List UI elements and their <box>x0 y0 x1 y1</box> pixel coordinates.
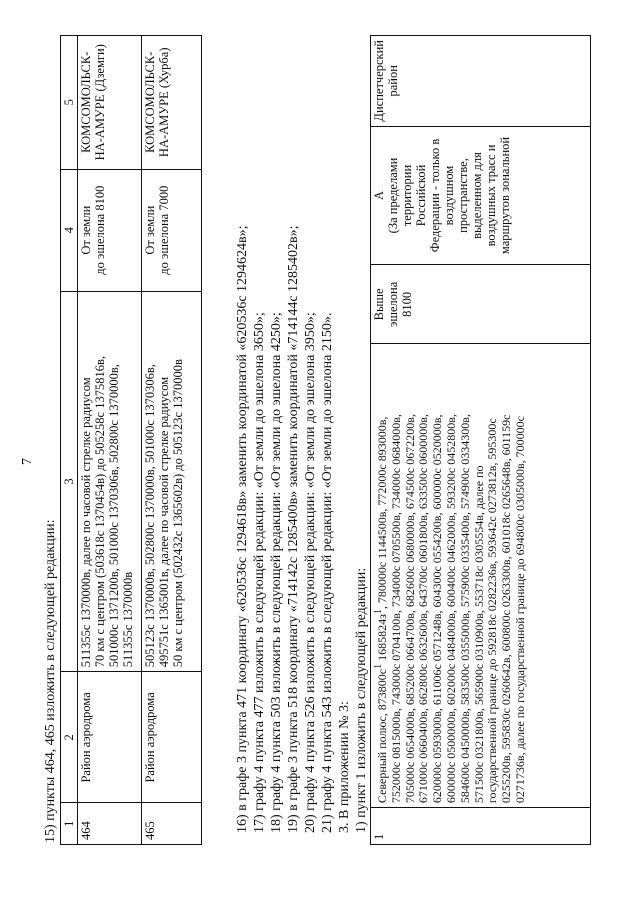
item-19: 19) в графе 3 пункта 518 координату «714142с 1285400в» заменить координатой «714144с 1285402в»; <box>286 225 301 833</box>
zone-type: Район аэродрома <box>78 672 142 803</box>
region-boundary: Северный полюс, $873800с^1$ $1685824з^1$, 780000с 1144500в, 772000с 893000в, 752000с 0815000в, 743000с 0704100в, 734000с 0705500в, 734000с 0684000в, 705000с 0654000в, 685200с 0664700в, 682600с 0680000в, 674500с 0672200в, 671000с 0660400в, 662800с 0632600в, 643700с 0601800в, 633500с 0600000в, 620000с 0593000в, 611006с 0571248в, 604300с 0554200в, 600000с 0520000в, 600000с 0500000в, 602000с 0484000в, 600400с 0462000в, 593200с 0452800в, 584600с 0450000в, 583500с 0355000в, 575900с 0335400в, 574900с 0334300в, 571500с 0321800в, 565900с 0310900в, 553718с 0305554в, далее по государственной границе до 592818с 0282236в, 593642с 0273812в, 595300с 0255200в, 595830с 0260642в, 600800с 0263300в, 601018с 0265648в, 601159с 0271736в, далее по государственной границе до 694800с 0305000в, 700000с <box>371 344 591 808</box>
row-number: 464 <box>78 803 142 845</box>
altitude: От земли до эшелона 8100 <box>78 169 142 291</box>
page-number: 7 <box>20 458 35 465</box>
airport-name: КОМСОМОЛЬСК- НА-АМУРЕ (Дземги) <box>78 36 142 170</box>
item-15: 15) пункты 464, 465 изложить в следующей редакции: <box>43 519 58 843</box>
row-number: 1 <box>371 808 591 845</box>
header-cell: 3 <box>61 291 78 671</box>
header-cell: 2 <box>61 672 78 803</box>
item-20: 20) графу 4 пункта 526 изложить в следующей редакции: «От земли до эшелона 3950»; <box>303 312 318 833</box>
table-dispatch-region <box>370 35 591 845</box>
header-cell: 4 <box>61 169 78 291</box>
table-header-row <box>61 36 78 845</box>
altitude: Выше эшелона 8100 <box>371 265 591 344</box>
table-airdromes <box>60 35 202 845</box>
coordinates: 505123с 1370000в, 502800с 1370000в, 501000с 1370306в, 495751с 1365001в, далее по часовой стрелке радиусом 50 км с центром (502432с 1365602в) до 505123с 1370000в <box>142 291 202 671</box>
item-21: 21) графу 4 пункта 543 изложить в следующей редакции: «От земли до эшелона 2150». <box>320 312 335 833</box>
table-row <box>78 36 142 845</box>
table-row <box>142 36 202 845</box>
item-16: 16) в графе 3 пункта 471 координату «620536с 1294618в» заменить координатой «620536с 1294624в»; <box>235 225 250 833</box>
coordinates: 511355с 1370000в, далее по часовой стрелке радиусом 70 км с центром (503618с 1370454в) до 505258с 1375816в, 501000с 1371200в, 501000с 1370306в, 502800с 1370000в, 511355с 1370000в <box>78 291 142 671</box>
item-3: 3. В приложении № 3: <box>337 701 352 833</box>
airport-name: КОМСОМОЛЬСК- НА-АМУРЕ (Хурба) <box>142 36 202 170</box>
region-type: Диспетчерский район <box>371 36 591 127</box>
header-cell: 1 <box>61 803 78 845</box>
item-17: 17) графу 4 пункта 477 изложить в следующей редакции: «От земли до эшелона 3650»; <box>252 312 267 833</box>
item-3-1: 1) пункт 1 изложить в следующей редакции: <box>354 567 369 833</box>
header-cell: 5 <box>61 36 78 170</box>
row-number: 465 <box>142 803 202 845</box>
airspace-class: А (За пределами территории Российской Федерации - только в воздушном пространстве, выделенном для воздушных трасс и маршрутов зональной <box>371 126 591 265</box>
table-row <box>371 36 591 845</box>
altitude: От земли до эшелона 7000 <box>142 169 202 291</box>
item-18: 18) графу 4 пункта 503 изложить в следующей редакции: «От земли до эшелона 4250»; <box>269 312 284 833</box>
zone-type: Район аэродрома <box>142 672 202 803</box>
